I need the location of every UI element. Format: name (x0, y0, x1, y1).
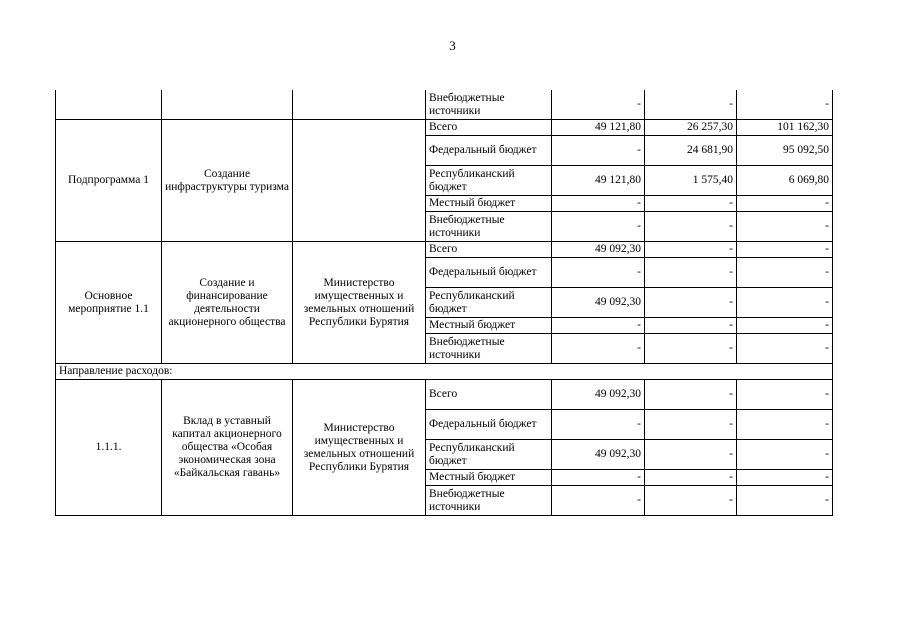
subprogram-executor (293, 120, 426, 242)
value-cell: 1 575,40 (645, 166, 737, 196)
value-cell: - (552, 212, 645, 242)
item-number: 1.1.1. (56, 380, 162, 516)
source-label: Федеральный бюджет (426, 410, 552, 440)
subprogram-name: Подпрограмма 1 (56, 120, 162, 242)
subprogram-description: Создание инфраструктуры туризма (162, 120, 293, 242)
value-cell: 49 092,30 (552, 288, 645, 318)
value-cell: 49 121,80 (552, 166, 645, 196)
source-label: Местный бюджет (426, 196, 552, 212)
row-name-cell (56, 90, 162, 120)
value-cell: - (737, 486, 833, 516)
source-label: Внебюджетные источники (426, 90, 552, 120)
table-row (56, 90, 833, 120)
value-cell: - (737, 258, 833, 288)
value-cell: 6 069,80 (737, 166, 833, 196)
item-executor: Министерство имущественных и земельных отношений Республики Бурятия (293, 380, 426, 516)
value-cell: - (645, 380, 737, 410)
value-cell: - (737, 440, 833, 470)
value-cell: - (737, 380, 833, 410)
source-label: Местный бюджет (426, 470, 552, 486)
source-label: Республиканский бюджет (426, 440, 552, 470)
table-row (56, 242, 833, 258)
measure-name: Основное мероприятие 1.1 (56, 242, 162, 364)
value-cell: - (552, 90, 645, 120)
value-cell: 49 092,30 (552, 440, 645, 470)
table-row (56, 364, 833, 380)
page-number: 3 (449, 38, 456, 53)
value-cell: - (737, 470, 833, 486)
value-cell: - (552, 258, 645, 288)
source-label: Федеральный бюджет (426, 258, 552, 288)
source-label: Республиканский бюджет (426, 288, 552, 318)
value-cell: - (645, 334, 737, 364)
source-label: Всего (426, 380, 552, 410)
source-label: Внебюджетные источники (426, 212, 552, 242)
value-cell: 101 162,30 (737, 120, 833, 136)
value-cell: - (552, 318, 645, 334)
value-cell: - (552, 470, 645, 486)
value-cell: - (645, 486, 737, 516)
value-cell: - (737, 288, 833, 318)
source-label: Внебюджетные источники (426, 334, 552, 364)
value-cell: - (645, 318, 737, 334)
value-cell: - (737, 318, 833, 334)
value-cell: - (737, 196, 833, 212)
value-cell: - (552, 334, 645, 364)
item-description: Вклад в уставный капитал акционерного общества «Особая экономическая зона «Байкальская гавань» (162, 380, 293, 516)
budget-table (55, 90, 833, 516)
value-cell: - (645, 196, 737, 212)
source-label: Республиканский бюджет (426, 166, 552, 196)
value-cell: 49 121,80 (552, 120, 645, 136)
value-cell: - (737, 242, 833, 258)
row-executor-cell (293, 90, 426, 120)
value-cell: 49 092,30 (552, 380, 645, 410)
value-cell: - (737, 334, 833, 364)
value-cell: - (737, 90, 833, 120)
value-cell: - (737, 212, 833, 242)
value-cell: - (552, 196, 645, 212)
value-cell: - (645, 90, 737, 120)
value-cell: 49 092,30 (552, 242, 645, 258)
source-label: Внебюджетные источники (426, 486, 552, 516)
source-label: Федеральный бюджет (426, 136, 552, 166)
value-cell: - (645, 470, 737, 486)
value-cell: - (552, 410, 645, 440)
value-cell: - (737, 410, 833, 440)
value-cell: - (645, 242, 737, 258)
source-label: Всего (426, 242, 552, 258)
table-row (56, 380, 833, 410)
measure-description: Создание и финансирование деятельности акционерного общества (162, 242, 293, 364)
value-cell: 26 257,30 (645, 120, 737, 136)
value-cell: - (552, 136, 645, 166)
value-cell: 95 092,50 (737, 136, 833, 166)
expense-direction-heading: Направление расходов: (56, 364, 833, 380)
value-cell: - (645, 410, 737, 440)
value-cell: - (645, 288, 737, 318)
value-cell: - (645, 258, 737, 288)
source-label: Местный бюджет (426, 318, 552, 334)
value-cell: - (552, 486, 645, 516)
value-cell: 24 681,90 (645, 136, 737, 166)
value-cell: - (645, 212, 737, 242)
value-cell: - (645, 440, 737, 470)
source-label: Всего (426, 120, 552, 136)
table-row (56, 120, 833, 136)
measure-executor: Министерство имущественных и земельных отношений Республики Бурятия (293, 242, 426, 364)
row-description-cell (162, 90, 293, 120)
